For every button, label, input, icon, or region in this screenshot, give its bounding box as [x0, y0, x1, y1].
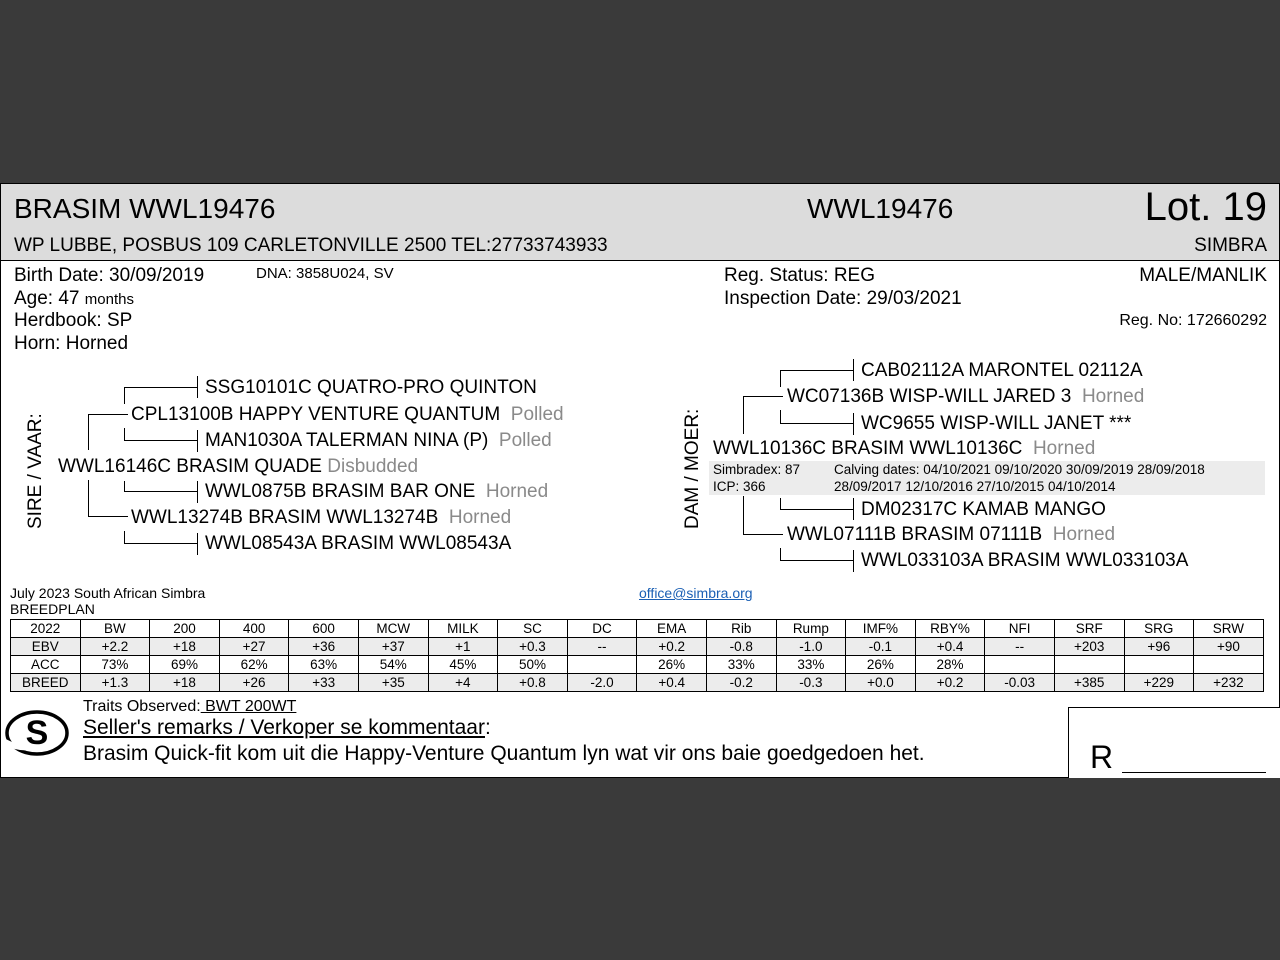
email-link[interactable]: office@simbra.org — [639, 585, 753, 601]
ebv-cell: +0.3 — [498, 638, 568, 656]
ebv-cell: +0.2 — [637, 638, 707, 656]
ebv-cell: +0.8 — [498, 674, 568, 692]
sire-dam: WWL13274B BRASIM WWL13274B Horned — [131, 507, 512, 528]
ebv-cell: NFI — [985, 620, 1055, 638]
ebv-cell: +0.4 — [637, 674, 707, 692]
breed-name: SIMBRA — [1194, 235, 1267, 256]
ebv-cell: SRG — [1124, 620, 1194, 638]
calving-dates-1: Calving dates: 04/10/2021 09/10/2020 30/09/2019 28/09/2018 — [834, 462, 1205, 477]
ebv-cell: BREED — [11, 674, 81, 692]
ebv-table — [10, 619, 1264, 692]
ebv-cell: -0.8 — [706, 638, 776, 656]
ebv-cell: 54% — [358, 656, 428, 674]
ebv-cell: Rib — [706, 620, 776, 638]
ebv-cell: +232 — [1194, 674, 1264, 692]
dam-dam: WWL07111B BRASIM 07111B Horned — [787, 524, 1116, 545]
ebv-cell: 200 — [150, 620, 220, 638]
ebv-cell: +1 — [428, 638, 498, 656]
sire-sire-sire: SSG10101C QUATRO-PRO QUINTON — [205, 377, 537, 398]
ebv-cell: MCW — [358, 620, 428, 638]
ebv-cell: -2.0 — [567, 674, 637, 692]
remarks-heading: Seller's remarks / Verkoper se kommentaar: — [83, 716, 491, 739]
lot-number: Lot. 19 — [1144, 185, 1267, 229]
age: Age: 47 months — [14, 288, 134, 309]
herdbook: Herdbook: SP — [14, 310, 133, 331]
ebv-cell: 69% — [150, 656, 220, 674]
ebv-cell: -0.2 — [706, 674, 776, 692]
sire-dam-sire: WWL0875B BRASIM BAR ONE Horned — [205, 481, 549, 502]
sire-sire: CPL13100B HAPPY VENTURE QUANTUM Polled — [131, 404, 564, 425]
ebv-cell: +27 — [219, 638, 289, 656]
ebv-cell — [1194, 656, 1264, 674]
ebv-cell: +0.2 — [915, 674, 985, 692]
sire-label: SIRE / VAAR: — [25, 413, 46, 529]
ebv-cell: MILK — [428, 620, 498, 638]
dam-dam-sire: DM02317C KAMAB MANGO — [861, 499, 1106, 520]
svg-text:S: S — [25, 714, 49, 752]
owner-bar — [1, 232, 1279, 261]
ebv-row — [11, 620, 1264, 638]
ebv-cell: +18 — [150, 638, 220, 656]
dam-performance-box — [709, 461, 1265, 495]
ebv-cell — [567, 656, 637, 674]
dam-sire-sire: CAB02112A MARONTEL 02112A — [861, 360, 1143, 381]
ebv-cell: 45% — [428, 656, 498, 674]
dam-label: DAM / MOER: — [682, 408, 703, 529]
remarks-text: Brasim Quick-fit kom uit die Happy-Venture Quantum lyn wat vir ons baie goedgedoen het. — [83, 742, 925, 765]
simbra-logo-icon — [3, 708, 75, 758]
ebv-cell: ACC — [11, 656, 81, 674]
dam-sire-dam: WC9655 WISP-WILL JANET *** — [861, 413, 1132, 434]
ebv-cell: EBV — [11, 638, 81, 656]
ebv-cell: 2022 — [11, 620, 81, 638]
ebv-cell: IMF% — [846, 620, 916, 638]
ebv-cell: -0.1 — [846, 638, 916, 656]
sire-dam-dam: WWL08543A BRASIM WWL08543A — [205, 533, 512, 554]
reg-number: Reg. No: 172660292 — [1119, 312, 1267, 329]
ebv-cell: BW — [80, 620, 150, 638]
icp: ICP: 366 — [713, 479, 766, 494]
ebv-cell: +35 — [358, 674, 428, 692]
ebv-cell: 26% — [846, 656, 916, 674]
sex: MALE/MANLIK — [1139, 265, 1267, 286]
calving-dates-2: 28/09/2017 12/10/2016 27/10/2015 04/10/2014 — [834, 479, 1116, 494]
ebv-cell: 62% — [219, 656, 289, 674]
sire-sire-dam: MAN1030A TALERMAN NINA (P) Polled — [205, 430, 552, 451]
ebv-cell: +33 — [289, 674, 359, 692]
ebv-cell: +203 — [1054, 638, 1124, 656]
ebv-cell: +2.2 — [80, 638, 150, 656]
ebv-cell: Rump — [776, 620, 846, 638]
simbradex: Simbradex: 87 — [713, 462, 801, 477]
ebv-cell: +1.3 — [80, 674, 150, 692]
ebv-cell — [985, 656, 1055, 674]
ebv-cell: +96 — [1124, 638, 1194, 656]
ebv-cell: +0.4 — [915, 638, 985, 656]
ebv-cell: +0.0 — [846, 674, 916, 692]
ebv-cell: SRW — [1194, 620, 1264, 638]
ebv-row — [11, 638, 1264, 656]
ebv-cell — [1124, 656, 1194, 674]
breedplan-label: BREEDPLAN — [10, 601, 95, 617]
ebv-cell: SRF — [1054, 620, 1124, 638]
ebv-cell: -0.03 — [985, 674, 1055, 692]
ebv-cell: 33% — [706, 656, 776, 674]
ebv-cell: EMA — [637, 620, 707, 638]
ebv-row — [11, 674, 1264, 692]
ebv-cell: -- — [985, 638, 1055, 656]
ebv-cell: -0.3 — [776, 674, 846, 692]
reg-status: Reg. Status: REG — [724, 265, 876, 286]
ebv-cell: +90 — [1194, 638, 1264, 656]
ebv-row — [11, 656, 1264, 674]
birth-date: Birth Date: 30/09/2019 — [14, 265, 205, 286]
dna-info: DNA: 3858U024, SV — [256, 265, 394, 282]
dam-sire: WC07136B WISP-WILL JARED 3 Horned — [787, 386, 1145, 407]
sire: WWL16146C BRASIM QUADE Disbudded — [58, 456, 419, 477]
ebv-cell: RBY% — [915, 620, 985, 638]
ebv-cell: 63% — [289, 656, 359, 674]
lot-card — [0, 183, 1280, 778]
simbra-logo — [3, 708, 75, 758]
price-prefix: R — [1090, 739, 1114, 775]
animal-name: BRASIM WWL19476 — [14, 193, 276, 224]
owner-address: WP LUBBE, POSBUS 109 CARLETONVILLE 2500 TEL:27733743933 — [14, 235, 608, 256]
ebv-cell: 50% — [498, 656, 568, 674]
animal-id: WWL19476 — [807, 193, 954, 224]
title-bar — [1, 184, 1279, 233]
ebv-cell: 400 — [219, 620, 289, 638]
ebv-cell: 26% — [637, 656, 707, 674]
ebv-cell: +385 — [1054, 674, 1124, 692]
ebv-cell: +36 — [289, 638, 359, 656]
inspection-date: Inspection Date: 29/03/2021 — [724, 288, 962, 309]
ebv-cell: -- — [567, 638, 637, 656]
price-box — [1068, 707, 1280, 778]
breedplan-source: July 2023 South African Simbra — [10, 585, 206, 601]
horn-status: Horn: Horned — [14, 333, 129, 354]
traits-observed: Traits Observed: BWT 200WT — [83, 698, 297, 715]
ebv-cell: +18 — [150, 674, 220, 692]
ebv-cell: +4 — [428, 674, 498, 692]
ebv-cell: +26 — [219, 674, 289, 692]
ebv-cell: +229 — [1124, 674, 1194, 692]
ebv-cell: SC — [498, 620, 568, 638]
ebv-cell: 28% — [915, 656, 985, 674]
ebv-cell: 600 — [289, 620, 359, 638]
ebv-cell — [1054, 656, 1124, 674]
ebv-cell: 33% — [776, 656, 846, 674]
ebv-cell: -1.0 — [776, 638, 846, 656]
ebv-cell: +37 — [358, 638, 428, 656]
ebv-cell: DC — [567, 620, 637, 638]
price-line — [1122, 772, 1266, 773]
dam: WWL10136C BRASIM WWL10136C Horned — [713, 438, 1096, 459]
dam-dam-dam: WWL033103A BRASIM WWL033103A — [861, 550, 1189, 571]
ebv-cell: 73% — [80, 656, 150, 674]
